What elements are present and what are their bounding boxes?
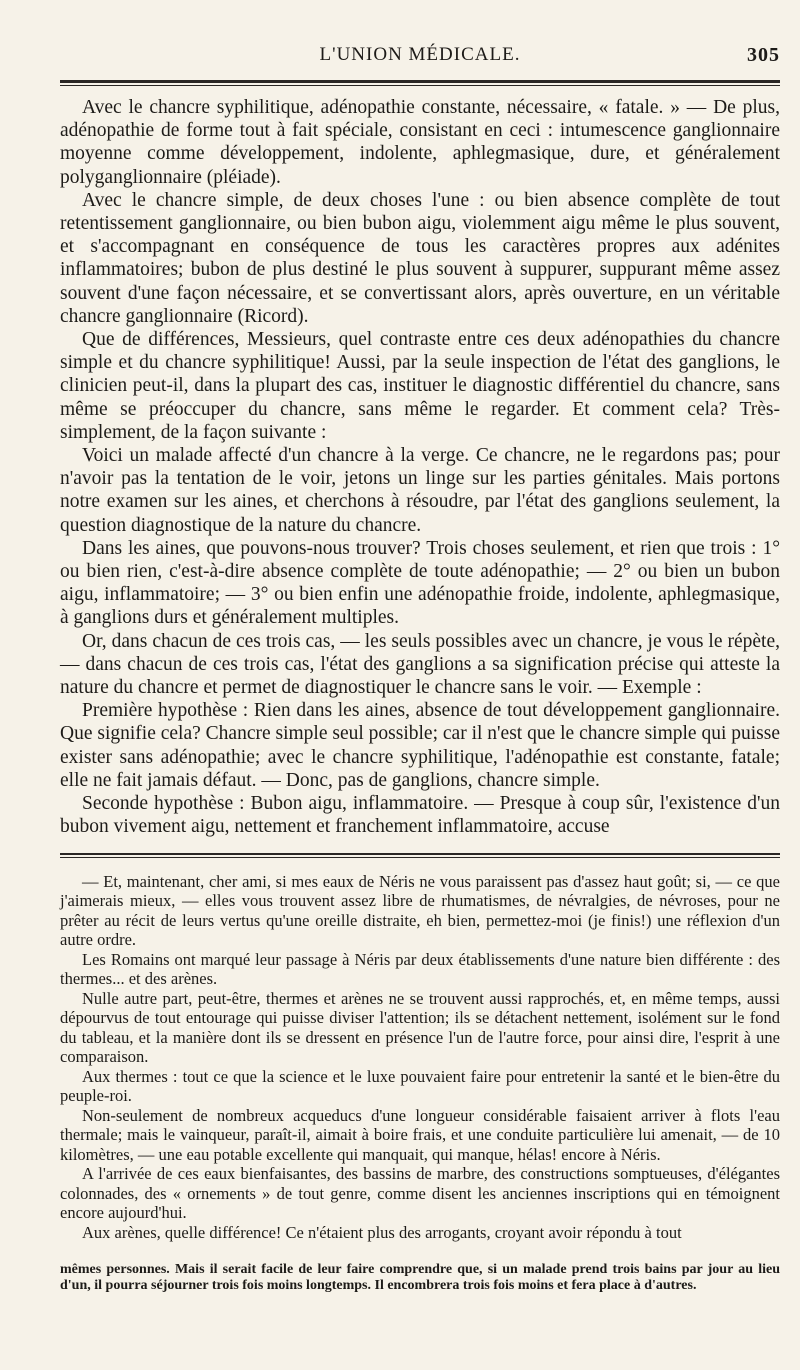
feuilleton-paragraph: — Et, maintenant, cher ami, si mes eaux de Néris ne vous paraissent pas d'assez haut goût; si, — ce que j'aimerais mieux, — elles vous trouvent assez libre de rhumatismes, de névralgies, de névroses, pour ne prêter au récit de leurs vertus qu'une oreille distraite, eh bien, permettez-moi (je finis!) une réflexion d'un autre ordre. [60,871,780,949]
main-article [60,96,780,839]
feuilleton-paragraph: A l'arrivée de ces eaux bienfaisantes, des bassins de marbre, des constructions somptueuses, d'élégantes colonnades, des « ornements » de tout genre, comme disent les anciennes inscriptions qui en témoignent encore aujourd'hui. [60,1164,780,1222]
feuilleton-paragraph: Aux thermes : tout ce que la science et le luxe pouvaient faire pour entretenir la santé et le bien-être du peuple-roi. [60,1066,780,1105]
header-rule [60,80,780,83]
paragraph: Avec le chancre simple, de deux choses l'une : ou bien absence complète de tout retentissement ganglionnaire, ou bien bubon aigu, violemment aigu même le plus souvent, et s'accompagnant en conséquence de tous les caractères propres aux adénites inflammatoires; bubon de plus destiné le plus souvent à suppurer, suppurant même assez souvent d'une façon nécessaire, et se convertissant alors, après ouverture, en un véritable chancre ganglionnaire (Ricord). [60,189,780,327]
newspaper-page [60,38,780,1294]
header-rule-thin [60,85,780,86]
feuilleton [60,872,780,1243]
feuilleton-paragraph: Non-seulement de nombreux acqueducs d'une longueur considérable faisaient arriver à flots l'eau thermale; mais le vainqueur, paraît-il, aimait à boire frais, et une conduite particulière lui amenait, — de 10 kilomètres, — une eau potable excellente qui manquait, qui manque, hélas! encore à Néris. [60,1105,780,1164]
paragraph: Voici un malade affecté d'un chancre à la verge. Ce chancre, ne le regardons pas; pour n'avoir pas la tentation de le voir, jetons un linge sur les parties génitales. Mais portons notre examen sur les aines, et cherchons à résoudre, par l'état des ganglions seulement, la question diagnostique de la nature du chancre. [60,445,780,536]
paragraph: Seconde hypothèse : Bubon aigu, inflammatoire. — Presque à coup sûr, l'existence d'un bubon vivement aigu, nettement et franchement inflammatoire, accuse [60,793,780,838]
feuilleton-paragraph: Nulle autre part, peut-être, thermes et arènes ne se trouvent aussi rapprochés, et, en même temps, aussi dépourvus de tout entourage qui puisse diviser l'attention; ils se détachent nettement, isolément sur le fond du tableau, et la manière dont ils se dressent en présence l'un de l'autre force, pour ainsi dire, l'esprit à une comparaison. [60,988,780,1066]
paragraph: Première hypothèse : Rien dans les aines, absence de tout développement ganglionnaire. Que signifie cela? Chancre simple seul possible; car il n'est que le chancre simple qui puisse exister sans adénopathie; avec le chancre syphilitique, l'adénopathie est constante, fatale; elle ne fait jamais défaut. — Donc, pas de ganglions, chancre simple. [60,700,780,791]
feuilleton-separator [60,853,780,855]
feuilleton-separator-thin [60,857,780,858]
paragraph: Or, dans chacun de ces trois cas, — les seuls possibles avec un chancre, je vous le répète, — dans chacun de ces trois cas, l'état des ganglions a sa signification précise qui atteste la nature du chancre et permet de diagnostiquer le chancre sans le voir. — Exemple : [60,630,780,699]
paragraph: Dans les aines, que pouvons-nous trouver? Trois choses seulement, et rien que trois : 1° ou bien rien, c'est-à-dire absence complète de toute adénopathie; — 2° ou bien un bubon aigu, inflammatoire; — 3° ou bien enfin une adénopathie froide, indolente, aphlegmasique, à ganglions durs et généralement multiples. [60,537,780,629]
feuilleton-paragraph: Les Romains ont marqué leur passage à Néris par deux établissements d'une nature bien différente : des thermes... et des arènes. [60,949,780,988]
page-number: 305 [747,44,780,66]
paragraph: Que de différences, Messieurs, quel contraste entre ces deux adénopathies du chancre simple et du chancre syphilitique! Aussi, par la seule inspection de l'état des ganglions, le clinicien peut-il, dans la plupart des cas, instituer le diagnostic différentiel du chancre, sans même se préoccuper du chancre, sans même le regarder. Et comment cela? Très-simplement, de la façon suivante : [60,329,780,443]
running-title: L'UNION MÉDICALE. [319,44,521,65]
footnote: mêmes personnes. Mais il serait facile de leur faire comprendre que, si un malade prend trois bains par jour au lieu d'un, il pourra séjourner trois fois moins longtemps. Il encombrera trois fois moins et fera place à d'autres. [60,1262,780,1294]
page-header [60,38,780,68]
feuilleton-paragraph: Aux arènes, quelle différence! Ce n'étaient plus des arrogants, croyant avoir répondu à tout [82,1222,682,1242]
paragraph: Avec le chancre syphilitique, adénopathie constante, nécessaire, « fatale. » — De plus, adénopathie de forme tout à fait spéciale, consistant en ceci : intumescence ganglionnaire moyenne comme développement, indolente, aphlegmasique, dure, et généralement polyganglionnaire (pléiade). [60,97,780,188]
